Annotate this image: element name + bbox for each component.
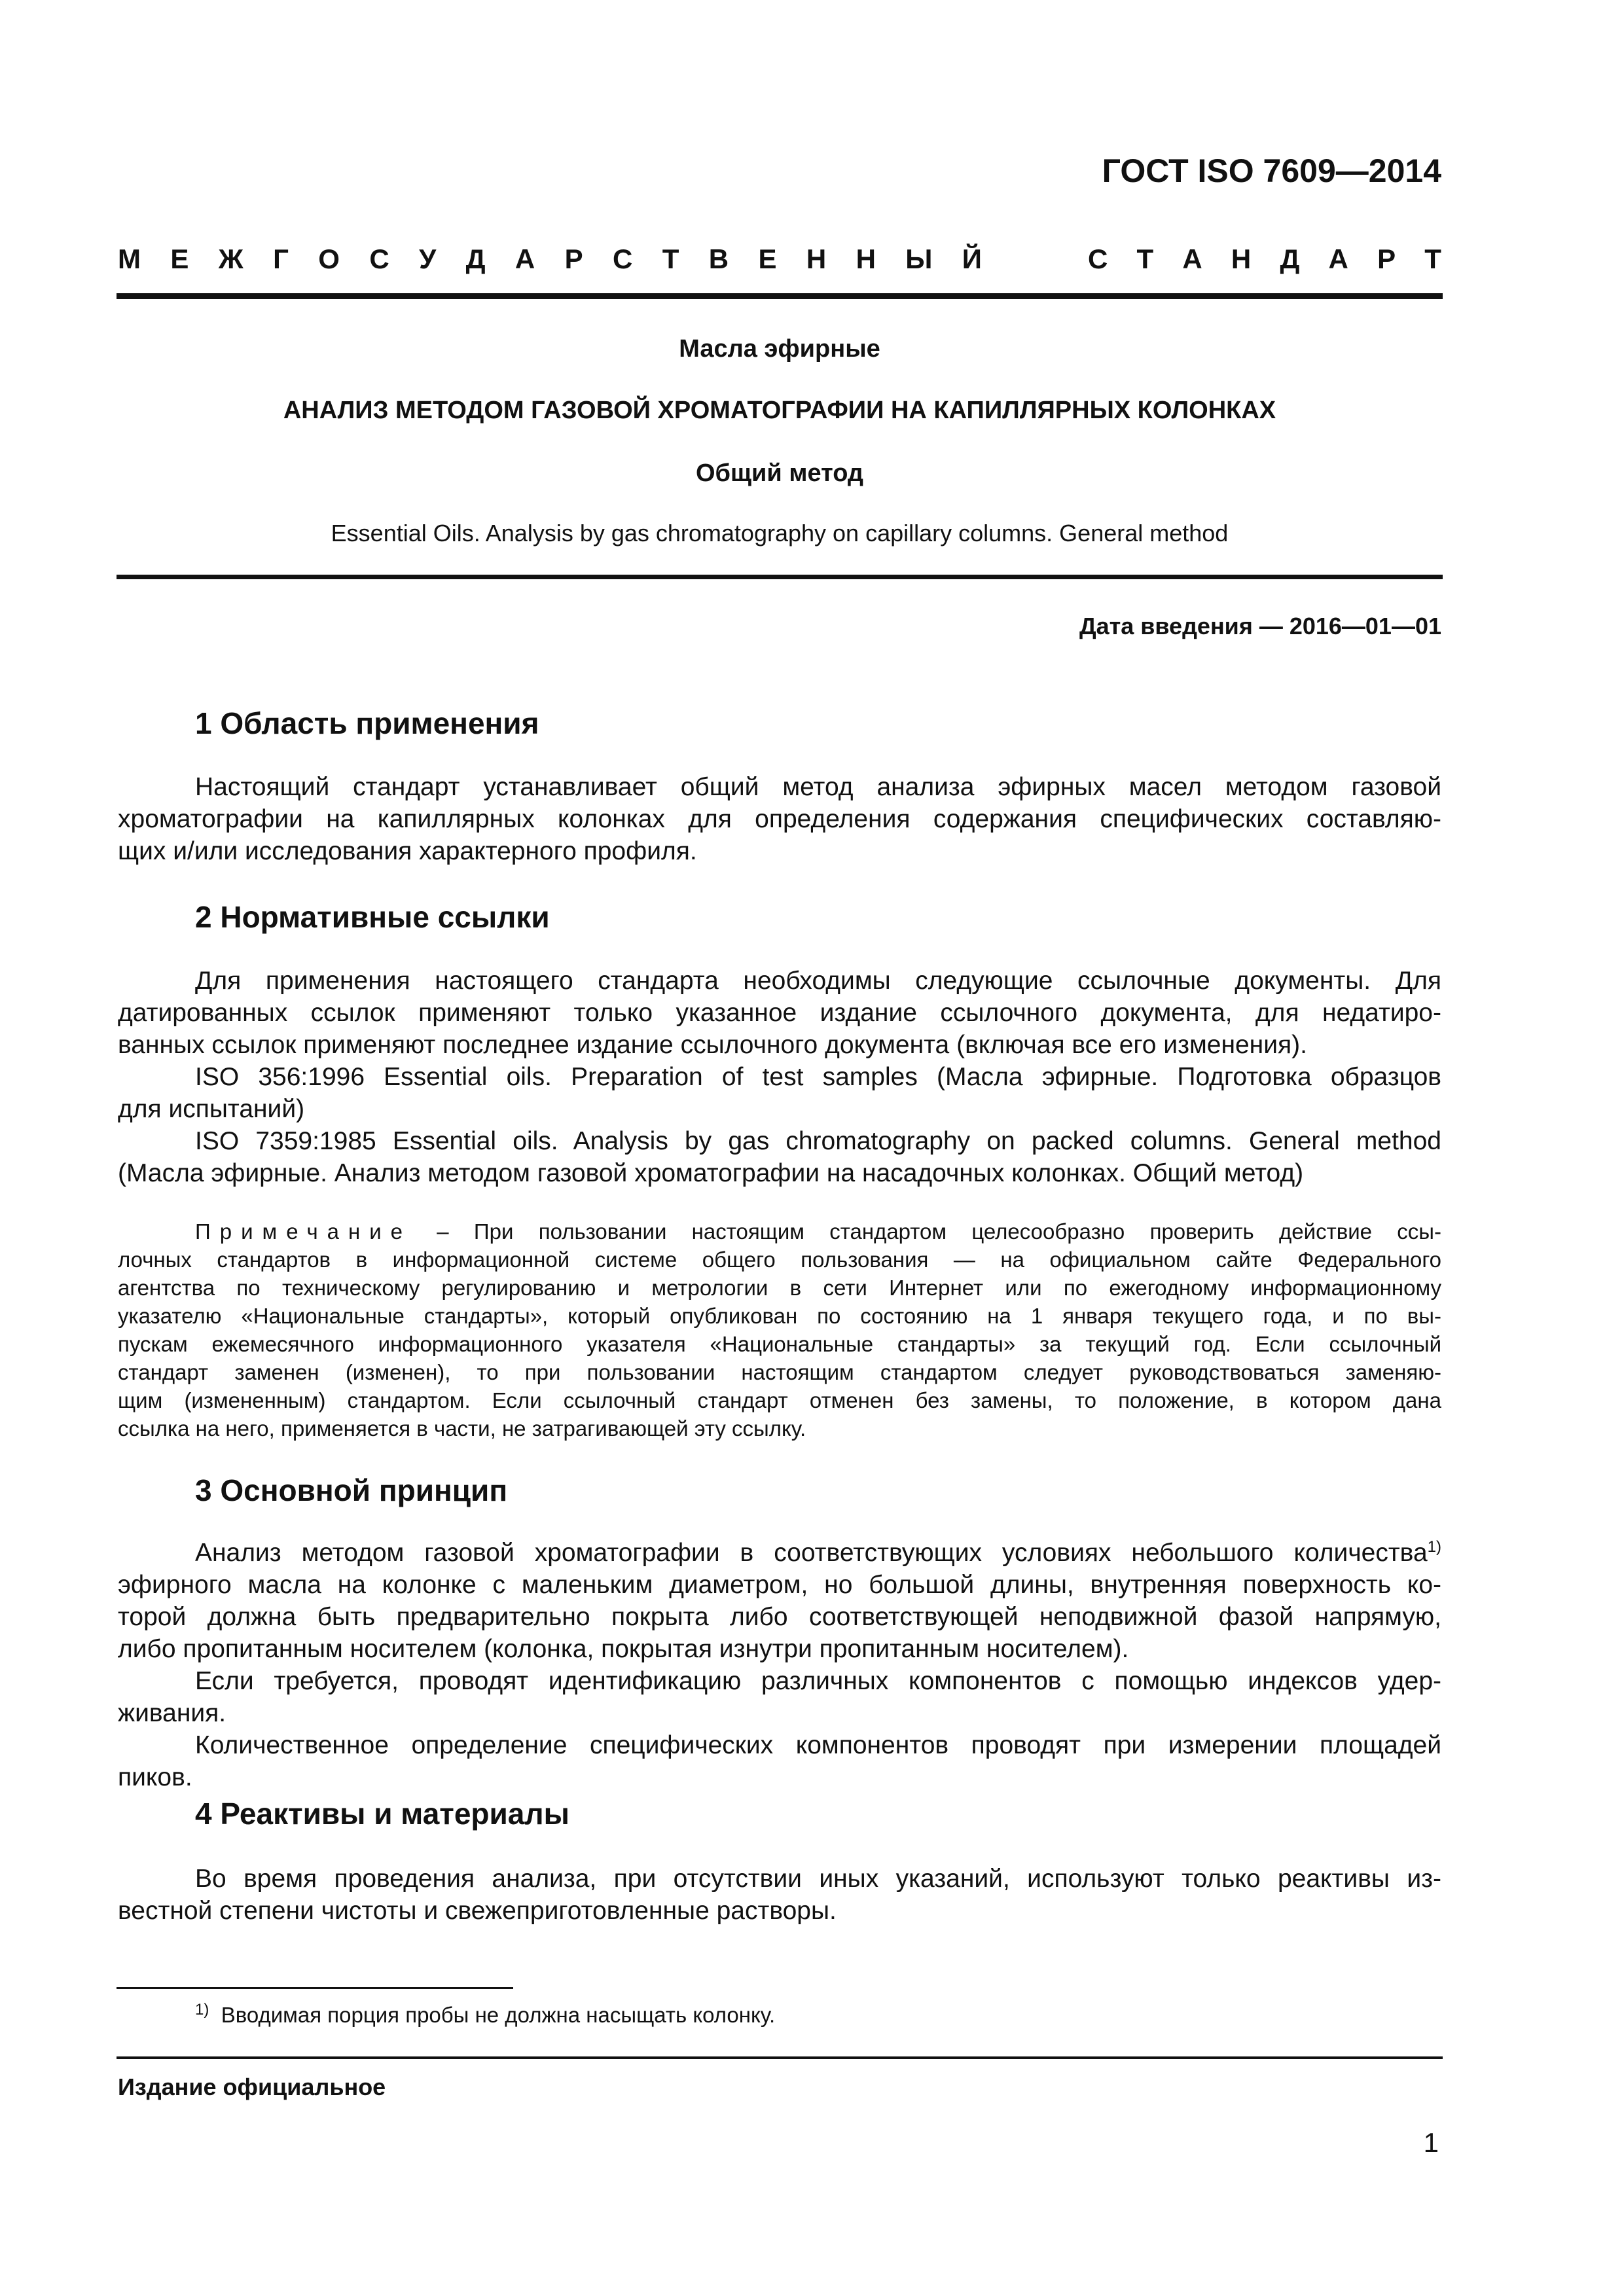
text-line: Количественное определение специфических компонентов проводят при измерении площадей — [195, 1731, 1441, 1759]
reference-iso-7359: ISO 7359:1985 Essential oils. Analysis by gas chromatography on packed columns. General method — [195, 1127, 1441, 1155]
note-line: стандарт заменен (изменен), то при пользовании настоящим стандартом следует руководствоваться заменяю- — [118, 1360, 1441, 1384]
section-1-text — [118, 771, 1441, 867]
section-4-text — [118, 1863, 1441, 1927]
caption-letter: С — [1088, 243, 1108, 274]
text-line: щих и/или исследования характерного профиля. — [118, 837, 697, 865]
title-line-1: Масла эфирные — [679, 335, 880, 363]
caption-letter: А — [1328, 243, 1348, 274]
title-line-3: Общий метод — [695, 459, 864, 487]
footer-rule — [117, 2056, 1443, 2059]
caption-letter: С — [612, 243, 633, 274]
text-line: для испытаний) — [118, 1095, 305, 1123]
text-line: Для применения настоящего стандарта необходимы следующие ссылочные документы. Для — [195, 967, 1441, 995]
section-3-heading: 3 Основной принцип — [195, 1473, 508, 1507]
caption-letter: Ы — [905, 243, 933, 274]
text-line: живания. — [118, 1699, 226, 1727]
text-line — [118, 1537, 1441, 1569]
caption-letter: А — [514, 243, 535, 274]
caption-letter: А — [1182, 243, 1202, 274]
caption-letter: Т — [1424, 243, 1441, 274]
text-line: пиков. — [118, 1763, 192, 1791]
footnote-text: Вводимая порция пробы не должна насыщать колонку. — [221, 2003, 776, 2027]
note-line: лочных стандартов в информационной системе общего пользования — на официальном сайте Федерального — [118, 1247, 1441, 1272]
caption-letter: Д — [1280, 243, 1300, 274]
text-line: (Масла эфирные. Анализ методом газовой хроматографии на насадочных колонках. Общий метод) — [118, 1159, 1304, 1187]
reference-iso-356: ISO 356:1996 Essential oils. Preparation of test samples (Масла эфирные. Подготовка образцов — [195, 1063, 1441, 1091]
text-line: датированных ссылок применяют только указанное издание ссылочного документа, для недатиро- — [118, 999, 1441, 1027]
caption-letter: У — [419, 243, 437, 274]
section-2-heading: 2 Нормативные ссылки — [195, 900, 550, 934]
footnote-mark: 1) — [195, 2001, 209, 2018]
note-line: указателю «Национальные стандарты», который опубликован по состоянию на 1 января текущего года, и по вы- — [118, 1304, 1441, 1328]
caption-letter: Н — [1231, 243, 1252, 274]
note-block — [118, 1217, 1441, 1443]
header-rule — [117, 293, 1443, 299]
caption-letter: Е — [758, 243, 777, 274]
introduction-date: Дата введения — 2016—01—01 — [1079, 613, 1441, 639]
title-line-2: АНАЛИЗ МЕТОДОМ ГАЗОВОЙ ХРОМАТОГРАФИИ НА КАПИЛЛЯРНЫХ КОЛОНКАХ — [283, 397, 1276, 424]
edition-label: Издание официальное — [118, 2073, 386, 2100]
text-line: вестной степени чистоты и свежеприготовленные растворы. — [118, 1897, 837, 1925]
caption-letter: М — [118, 243, 141, 274]
footnote-reference: 1) — [1427, 1538, 1441, 1556]
caption-letter: Т — [1136, 243, 1154, 274]
caption-letter: О — [318, 243, 340, 274]
caption-letter: Р — [1377, 243, 1396, 274]
caption-letter: Д — [465, 243, 486, 274]
caption-letter: Ж — [218, 243, 244, 274]
caption-letter: Р — [564, 243, 583, 274]
footnote-rule — [117, 1987, 513, 1989]
footnote — [195, 2003, 775, 2028]
note-line: агентства по техническому регулированию и метрологии в сети Интернет или по ежегодному информационному — [118, 1276, 1441, 1300]
title-rule — [117, 575, 1443, 579]
section-4-heading: 4 Реактивы и материалы — [195, 1797, 569, 1831]
text-line: либо пропитанным носителем (колонка, покрытая изнутри пропитанным носителем). — [118, 1635, 1129, 1663]
caption-letter: С — [369, 243, 389, 274]
caption-letter: Г — [273, 243, 289, 274]
note-line — [118, 1217, 1441, 1246]
caption-letter: Н — [856, 243, 876, 274]
interstate-standard-caption — [118, 243, 1441, 275]
note-line: пускам ежемесячного информационного указателя «Национальные стандарты» за текущий год. Если ссылочный — [118, 1332, 1441, 1356]
note-text: – При пользовании настоящим стандартом целесообразно проверить действие ссы- — [437, 1219, 1441, 1244]
text-line: эфирного масла на колонке с маленьким диаметром, но большой длины, внутренняя поверхность ко- — [118, 1571, 1441, 1599]
section-1-heading: 1 Область применения — [195, 706, 539, 740]
standard-number: ГОСТ ISO 7609—2014 — [1102, 152, 1441, 189]
caption-letter: Й — [962, 243, 982, 274]
caption-letter: Н — [806, 243, 827, 274]
caption-word-interstate — [118, 243, 982, 275]
caption-word-standard — [1088, 243, 1441, 275]
note-line: ссылка на него, применяется в части, не затрагивающей эту ссылку. — [118, 1416, 806, 1441]
text-line: Если требуется, проводят идентификацию различных компонентов с помощью индексов удер- — [195, 1667, 1441, 1695]
page-number: 1 — [1423, 2127, 1439, 2158]
note-line: щим (измененным) стандартом. Если ссылочный стандарт отменен без замены, то положение, в котором дана — [118, 1388, 1441, 1412]
caption-letter: В — [708, 243, 729, 274]
caption-letter: Е — [170, 243, 189, 274]
text-line: ванных ссылок применяют последнее издание ссылочного документа (включая все его изменения). — [118, 1031, 1307, 1059]
text-line: торой должна быть предварительно покрыта либо соответствующей неподвижной фазой напрямую, — [118, 1603, 1441, 1631]
section-3-text — [118, 1537, 1441, 1793]
text-line: Во время проведения анализа, при отсутствии иных указаний, используют только реактивы из- — [195, 1865, 1441, 1893]
section-2-text — [118, 965, 1441, 1189]
caption-letter: Т — [662, 243, 679, 274]
text-line: хроматографии на капиллярных колонках для определения содержания специфических составляю- — [118, 805, 1441, 833]
text-line: Настоящий стандарт устанавливает общий метод анализа эфирных масел методом газовой — [195, 773, 1441, 801]
text-line-content: Анализ методом газовой хроматографии в соответствующих условиях небольшого количества — [195, 1539, 1428, 1567]
english-title: Essential Oils. Analysis by gas chromatography on capillary columns. General method — [331, 520, 1229, 547]
note-label: Примечание — [195, 1219, 412, 1244]
